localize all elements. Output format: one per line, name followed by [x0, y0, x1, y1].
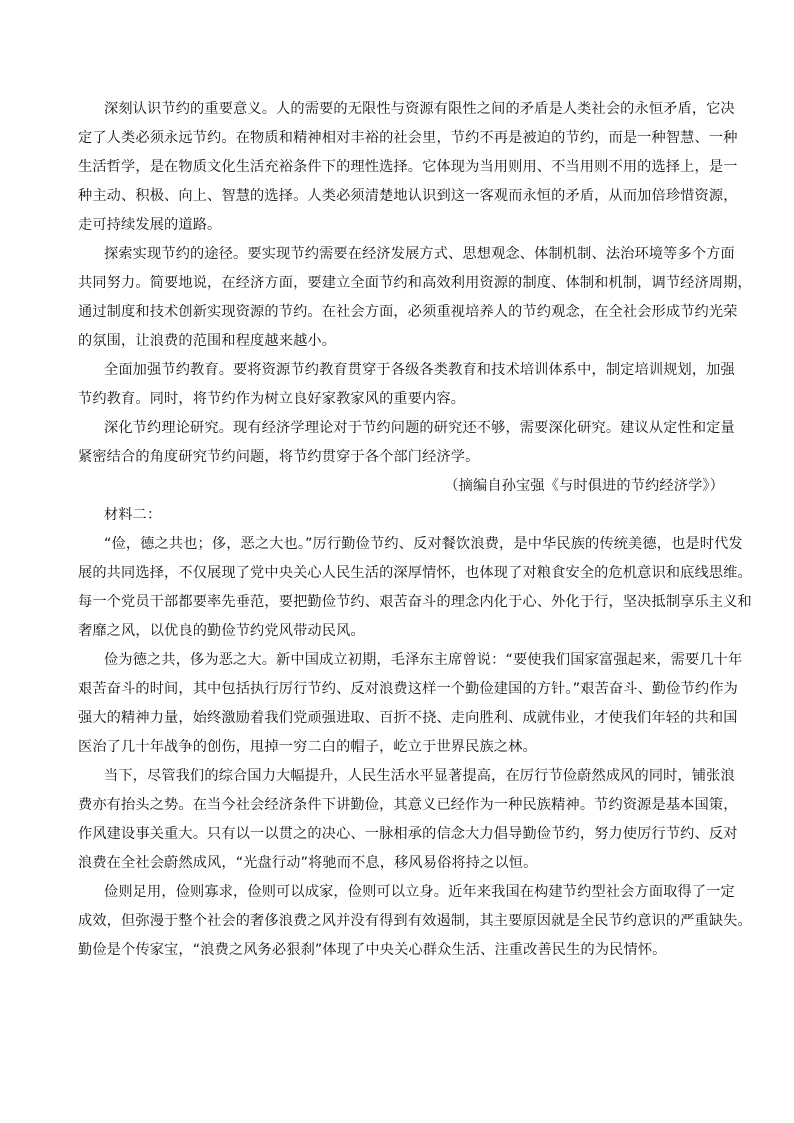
text-line: 通过制度和技术创新实现资源的节约。在社会方面，必须重视培养人的节约观念，在全社会形成节约光荣 [78, 304, 738, 320]
text-line: 成效，但弥漫于整个社会的奢侈浪费之风并没有得到有效遏制，其主要原因就是全民节约意识的严重缺失。 [78, 913, 752, 929]
text-line: 医治了几十年战争的创伤，甩掉一穷二白的帽子，屹立于世界民族之林。 [78, 739, 537, 755]
text-line: 俭则足用，俭则寡求，俭则可以成家，俭则可以立身。近年来我国在构建节约型社会方面取得了一定 [104, 884, 735, 900]
text-line: 种主动、积极、向上、智慧的选择。人类必须清楚地认识到这一客观而永恒的矛盾，从而加倍珍惜资源， [78, 188, 738, 204]
text-line: 定了人类必须永远节约。在物质和精神相对丰裕的社会里，节约不再是被迫的节约，而是一种智慧、一种 [78, 130, 738, 146]
text-line: 当下，尽管我们的综合国力大幅提升，人民生活水平显著提高，在厉行节俭蔚然成风的同时，铺张浪 [104, 768, 735, 784]
text-line: 展的共同选择，不仅展现了党中央关心人民生活的深厚情怀，也体现了对粮食安全的危机意识和底线思维。 [78, 565, 752, 581]
text-line: 的氛围，让浪费的范围和程度越来越小。 [78, 333, 337, 349]
text-line: “俭，德之共也；侈，恶之大也。”厉行勤俭节约、反对餐饮浪费，是中华民族的传统美德，也是时代发 [104, 536, 743, 552]
text-line: 俭为德之共，侈为恶之大。新中国成立初期，毛泽东主席曾说：“要使我们国家富强起来，需要几十年 [104, 652, 743, 668]
text-line: 紧密结合的角度研究节约问题，将节约贯穿于各个部门经济学。 [78, 449, 480, 465]
text-line: 探索实现节约的途径。要实现节约需要在经济发展方式、思想观念、体制机制、法治环境等多个方面 [104, 246, 735, 262]
text-line: 生活哲学，是在物质文化生活充裕条件下的理性选择。它体现为当用则用、不当用则不用的选择上，是一 [78, 159, 738, 175]
text-line: 费亦有抬头之势。在当今社会经济条件下讲勤俭，其意义已经作为一种民族精神。节约资源是基本国策， [78, 797, 738, 813]
text-line: 勤俭是个传家宝，“浪费之风务必狠刹”体现了中央关心群众生活、注重改善民生的为民情怀。 [78, 942, 667, 958]
text-line: 共同努力。简要地说，在经济方面，要建立全面节约和高效利用资源的制度、体制和机制，调节经济周期， [78, 275, 752, 291]
text-line: 奢靡之风，以优良的勤俭节约党风带动民风。 [78, 623, 365, 639]
text-line: 全面加强节约教育。要将资源节约教育贯穿于各级各类教育和技术培训体系中，制定培训规划，加强 [104, 362, 735, 378]
section-heading: 材料二： [104, 507, 162, 523]
text-line: 走可持续发展的道路。 [78, 217, 222, 233]
text-line: 浪费在全社会蔚然成风，“光盘行动”将驰而不息，移风易俗将持之以恒。 [78, 855, 538, 871]
text-line: 节约教育。同时，将节约作为树立良好家教家风的重要内容。 [78, 391, 466, 407]
text-line: 作风建设事关重大。只有以一以贯之的决心、一脉相承的信念大力倡导勤俭节约，努力使厉行节约、反对 [78, 826, 738, 842]
text-line: 每一个党员干部都要率先垂范，要把勤俭节约、艰苦奋斗的理念内化于心、外化于行，坚决抵制享乐主义和 [78, 594, 752, 610]
text-line: 强大的精神力量，始终激励着我们党顽强进取、百折不挠、走向胜利、成就伟业，才使我们年轻的共和国 [78, 710, 738, 726]
text-line: 艰苦奋斗的时间，其中包括执行厉行节约、反对浪费这样一个勤俭建国的方针。”艰苦奋斗、勤俭节约作为 [78, 681, 738, 697]
text-line: 深刻认识节约的重要意义。人的需要的无限性与资源有限性之间的矛盾是人类社会的永恒矛盾，它决 [104, 101, 735, 117]
source-citation: （摘编自孙宝强《与时俱进的节约经济学》） [444, 478, 724, 494]
text-line: 深化节约理论研究。现有经济学理论对于节约问题的研究还不够，需要深化研究。建议从定性和定量 [104, 420, 735, 436]
